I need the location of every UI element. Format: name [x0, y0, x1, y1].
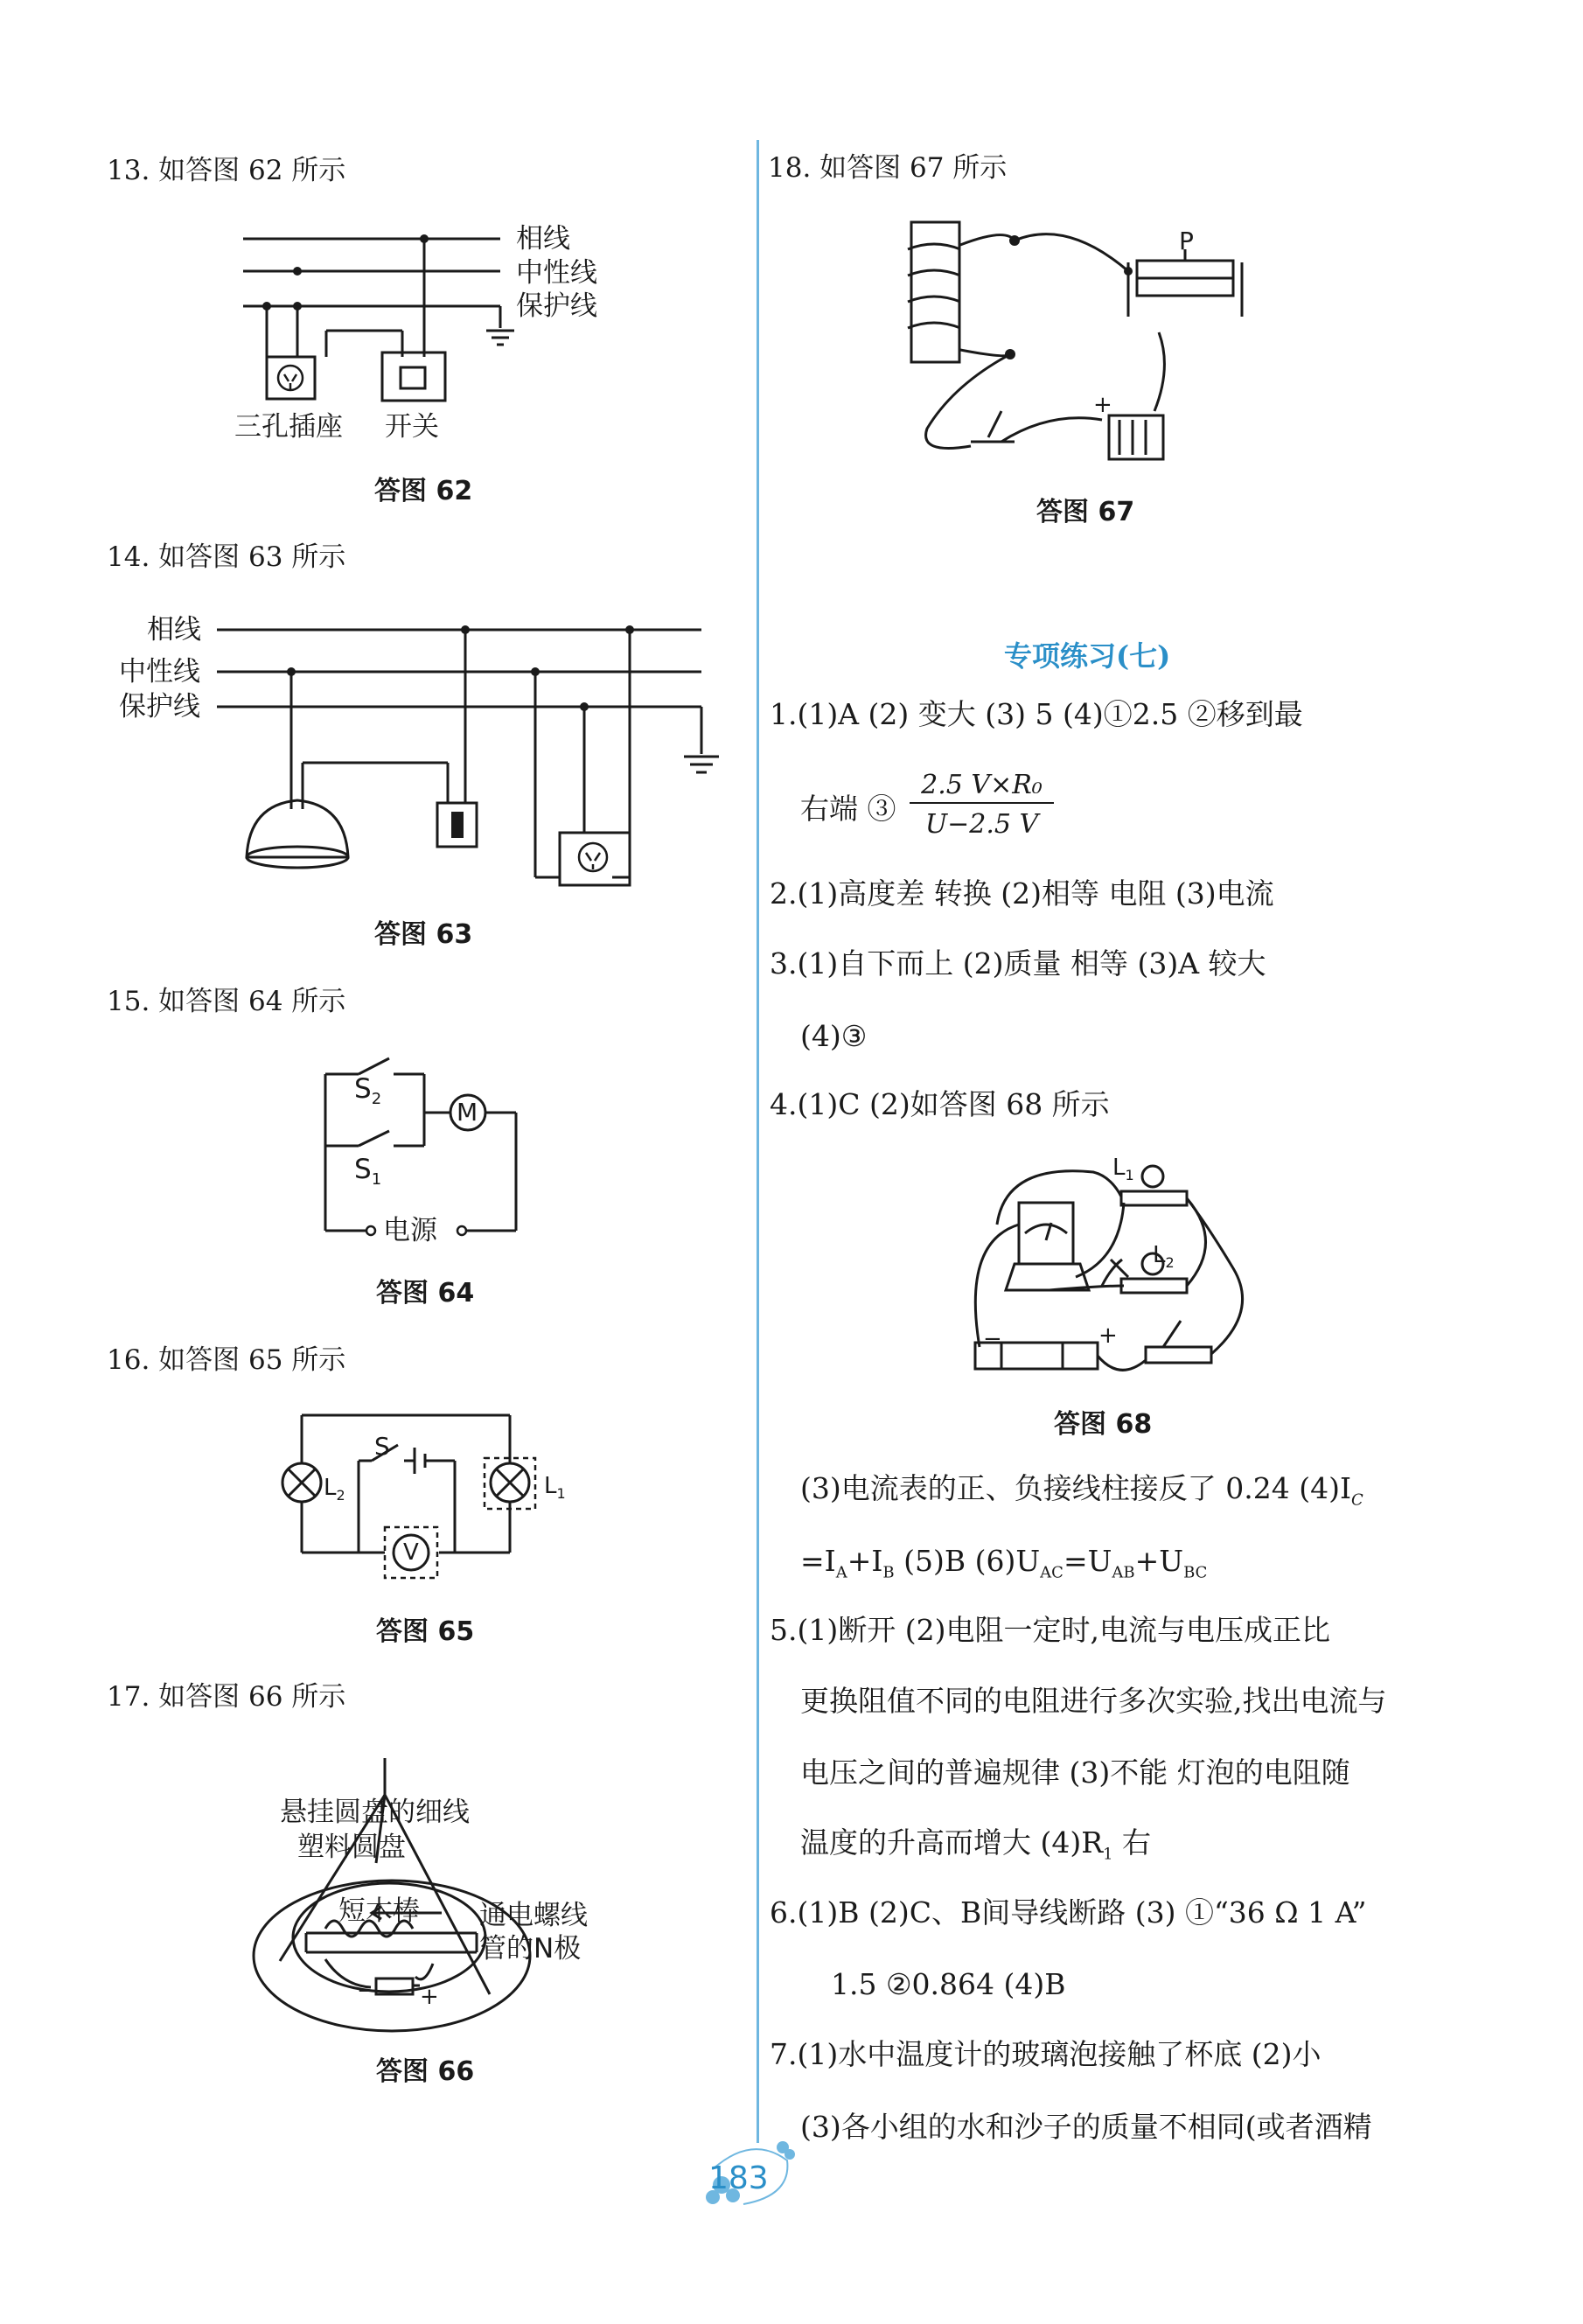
answer-1-line-2: 右端 ③	[800, 792, 896, 826]
label-protective-line-63: 保护线	[119, 691, 200, 722]
answer-4-line-3: (3)电流表的正、负接线柱接反了 0.24 $(4)I_C$	[800, 1471, 1363, 1510]
label-three-hole-socket: 三孔插座	[234, 411, 343, 443]
motor-label: M	[457, 1098, 478, 1127]
label-wooden-rod: 短木棒	[338, 1895, 420, 1927]
label-switch: 开关	[385, 411, 439, 443]
answer-2: 2.(1)高度差 转换 (2)相等 电阻 (3)电流	[770, 876, 1274, 911]
answer-5-line-3: 电压之间的普遍规律 (3)不能 灯泡的电阻随	[800, 1755, 1350, 1790]
label-phase-line-63: 相线	[147, 614, 201, 646]
page-number: 183	[708, 2160, 769, 2196]
answer-4-line-4: $=I_A+I_B$ (5)B $(6)U_{AC}=U_{AB}+U_{BC}$	[800, 1544, 1208, 1582]
question-15: 15. 如答图 64 所示	[107, 986, 346, 1017]
caption-figure-63: 答图 63	[374, 919, 473, 950]
answer-4-line-1: 4.(1)C (2)如答图 68 所示	[770, 1087, 1110, 1121]
label-s2: $S_2$	[354, 1073, 382, 1109]
answer-7-line-1: 7.(1)水中温度计的玻璃泡接触了杯底 (2)小	[770, 2037, 1321, 2071]
label-l1: $L_1$	[544, 1473, 566, 1503]
caption-figure-64: 答图 64	[376, 1278, 475, 1309]
question-17: 17. 如答图 66 所示	[107, 1681, 346, 1713]
label-minus-68: −	[983, 1326, 1002, 1352]
answer-1-line-1: 1.(1)A (2) 变大 (3) 5 (4)①2.5 ②移到最	[770, 697, 1303, 731]
fraction-denominator: U−2.5 V	[924, 809, 1039, 840]
label-battery-plus-67: +	[1093, 392, 1112, 418]
label-solenoid-n-pole-1: 通电螺线	[479, 1900, 588, 1931]
label-solenoid-n-pole-2: 管的N极	[479, 1933, 582, 1965]
caption-figure-68: 答图 68	[1054, 1409, 1153, 1440]
label-plus-68: +	[1098, 1323, 1118, 1349]
label-l2: $L_2$	[324, 1475, 345, 1504]
question-18: 18. 如答图 67 所示	[768, 152, 1008, 184]
label-switch-s: S	[374, 1432, 390, 1461]
label-s1: $S_1$	[354, 1154, 382, 1190]
label-slider-p: P	[1179, 227, 1194, 255]
label-battery-minus: −	[357, 1978, 376, 2004]
label-protective-line: 保护线	[516, 290, 597, 322]
answer-3-line-2: (4)③	[800, 1019, 868, 1053]
label-phase-line: 相线	[516, 223, 570, 255]
question-16: 16. 如答图 65 所示	[107, 1344, 346, 1376]
label-suspension-thread: 悬挂圆盘的细线	[280, 1797, 470, 1828]
label-battery-plus: +	[420, 1984, 439, 2010]
answer-6-line-1: 6.(1)B (2)C、B间导线断路 (3) ①“36 Ω 1 A”	[770, 1895, 1367, 1930]
voltmeter-label: V	[403, 1539, 419, 1566]
question-14: 14. 如答图 63 所示	[107, 541, 346, 573]
answer-5-line-2: 更换阻值不同的电阻进行多次实验,找出电流与	[800, 1684, 1387, 1718]
label-neutral-line: 中性线	[516, 257, 597, 289]
fraction-numerator: 2.5 V×R₀	[910, 770, 1054, 804]
answer-3-line-1: 3.(1)自下而上 (2)质量 相等 (3)A 较大	[770, 946, 1266, 981]
caption-figure-67: 答图 67	[1036, 497, 1135, 527]
label-plastic-disk: 塑料圆盘	[297, 1832, 406, 1863]
answer-5-line-1: 5.(1)断开 (2)电阻一定时,电流与电压成正比	[770, 1613, 1330, 1647]
label-power-source: 电源	[383, 1215, 437, 1246]
label-neutral-line-63: 中性线	[119, 656, 200, 687]
section-heading: 专项练习(七)	[1004, 639, 1171, 673]
answer-5-line-4: 温度的升高而增大 $(4)R_1$ 右	[800, 1825, 1152, 1864]
label-l1-68: $L_1$	[1112, 1155, 1134, 1184]
question-13: 13. 如答图 62 所示	[107, 155, 346, 186]
answer-7-line-2: (3)各小组的水和沙子的质量不相同(或者酒精	[800, 2110, 1372, 2144]
caption-figure-62: 答图 62	[374, 476, 473, 506]
caption-figure-65: 答图 65	[376, 1616, 475, 1647]
answer-6-line-2: 1.5 ②0.864 (4)B	[831, 1967, 1066, 2001]
caption-figure-66: 答图 66	[376, 2056, 475, 2087]
label-l2-68: $L_2$	[1153, 1242, 1175, 1272]
